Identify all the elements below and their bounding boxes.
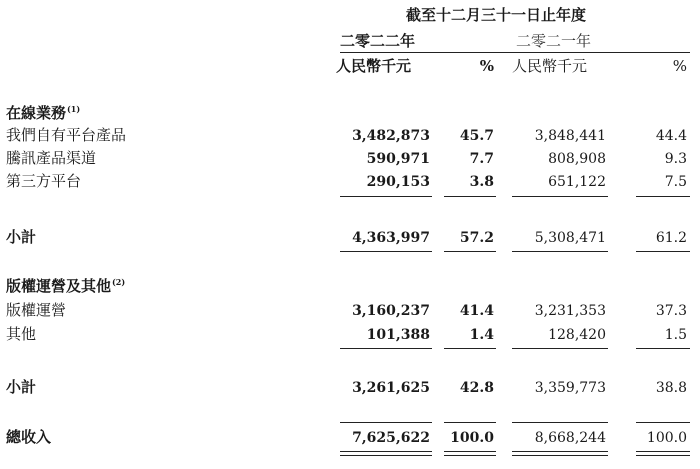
pct-2021-header: % — [672, 57, 687, 75]
row-value-2021: 651,122 — [548, 174, 606, 190]
row-label: 我們自有平台產品 — [6, 126, 127, 144]
pct-2022-header: % — [479, 57, 494, 75]
sum-line — [444, 251, 496, 252]
row-value-2021: 3,848,441 — [534, 128, 606, 144]
subtotal-pct-2022: 57.2 — [459, 230, 494, 246]
subtotal-pct-2021: 38.8 — [655, 380, 687, 396]
row-value-2022: 3,482,873 — [352, 128, 430, 144]
row-pct-2022: 7.7 — [469, 151, 494, 167]
unit-2021-header: 人民幣千元 — [512, 57, 588, 75]
row-pct-2022: 1.4 — [469, 327, 494, 343]
row-label: 版權運營 — [6, 301, 67, 319]
sum-line — [340, 251, 432, 252]
row-pct-2021: 9.3 — [664, 151, 687, 167]
section-title-text: 版權運營及其他 — [6, 277, 112, 295]
row-value-2022: 101,388 — [366, 327, 430, 343]
section-note: (2) — [112, 277, 126, 287]
subtotal-pct-2022: 42.8 — [459, 380, 494, 396]
year-2022-header: 二零二二年 — [340, 32, 416, 50]
double-line — [340, 451, 432, 452]
period-header: 截至十二月三十一日止年度 — [406, 6, 587, 24]
sum-line — [444, 422, 496, 423]
total-value-2021: 8,668,244 — [534, 430, 606, 446]
section-title — [6, 278, 125, 294]
total-label: 總收入 — [6, 428, 52, 446]
subtotal-pct-2021: 61.2 — [655, 230, 687, 246]
double-line — [444, 455, 496, 456]
double-line — [512, 451, 608, 452]
sum-line — [512, 348, 608, 349]
subtotal-value-2021: 3,359,773 — [534, 380, 606, 396]
sum-line — [636, 196, 690, 197]
sum-line — [512, 196, 608, 197]
row-value-2022: 590,971 — [366, 151, 430, 167]
double-line — [340, 455, 432, 456]
row-value-2022: 3,160,237 — [352, 303, 430, 319]
row-label: 其他 — [6, 325, 37, 343]
section-note: (1) — [67, 104, 81, 114]
sum-line — [340, 196, 432, 197]
double-line — [636, 451, 690, 452]
row-pct-2022: 45.7 — [459, 128, 494, 144]
header-divider — [340, 52, 690, 53]
sum-line — [340, 422, 432, 423]
row-pct-2022: 41.4 — [459, 303, 494, 319]
sum-line — [636, 251, 690, 252]
row-pct-2021: 1.5 — [664, 327, 687, 343]
subtotal-value-2022: 3,261,625 — [352, 380, 430, 396]
subtotal-value-2022: 4,363,997 — [352, 230, 430, 246]
row-pct-2021: 7.5 — [664, 174, 687, 190]
total-pct-2021: 100.0 — [646, 430, 687, 446]
double-line — [636, 455, 690, 456]
row-pct-2021: 37.3 — [655, 303, 687, 319]
row-label: 騰訊產品渠道 — [6, 149, 97, 167]
total-value-2022: 7,625,622 — [352, 430, 430, 446]
double-line — [512, 455, 608, 456]
row-value-2021: 808,908 — [548, 151, 606, 167]
row-value-2021: 128,420 — [548, 327, 606, 343]
subtotal-label: 小計 — [6, 228, 37, 246]
total-pct-2022: 100.0 — [450, 430, 494, 446]
year-2021-header: 二零二一年 — [516, 32, 592, 50]
sum-line — [444, 196, 496, 197]
sum-line — [636, 348, 690, 349]
section-title-text: 在線業務 — [6, 104, 67, 122]
unit-2022-header: 人民幣千元 — [336, 57, 412, 75]
double-line — [444, 451, 496, 452]
sum-line — [512, 422, 608, 423]
sum-line — [444, 348, 496, 349]
sum-line — [512, 251, 608, 252]
sum-line — [636, 422, 690, 423]
row-pct-2021: 44.4 — [655, 128, 687, 144]
row-pct-2022: 3.8 — [469, 174, 494, 190]
row-value-2022: 290,153 — [366, 174, 430, 190]
subtotal-value-2021: 5,308,471 — [534, 230, 606, 246]
subtotal-label: 小計 — [6, 378, 37, 396]
row-label: 第三方平台 — [6, 172, 82, 190]
sum-line — [340, 348, 432, 349]
row-value-2021: 3,231,353 — [534, 303, 606, 319]
section-title — [6, 105, 80, 121]
